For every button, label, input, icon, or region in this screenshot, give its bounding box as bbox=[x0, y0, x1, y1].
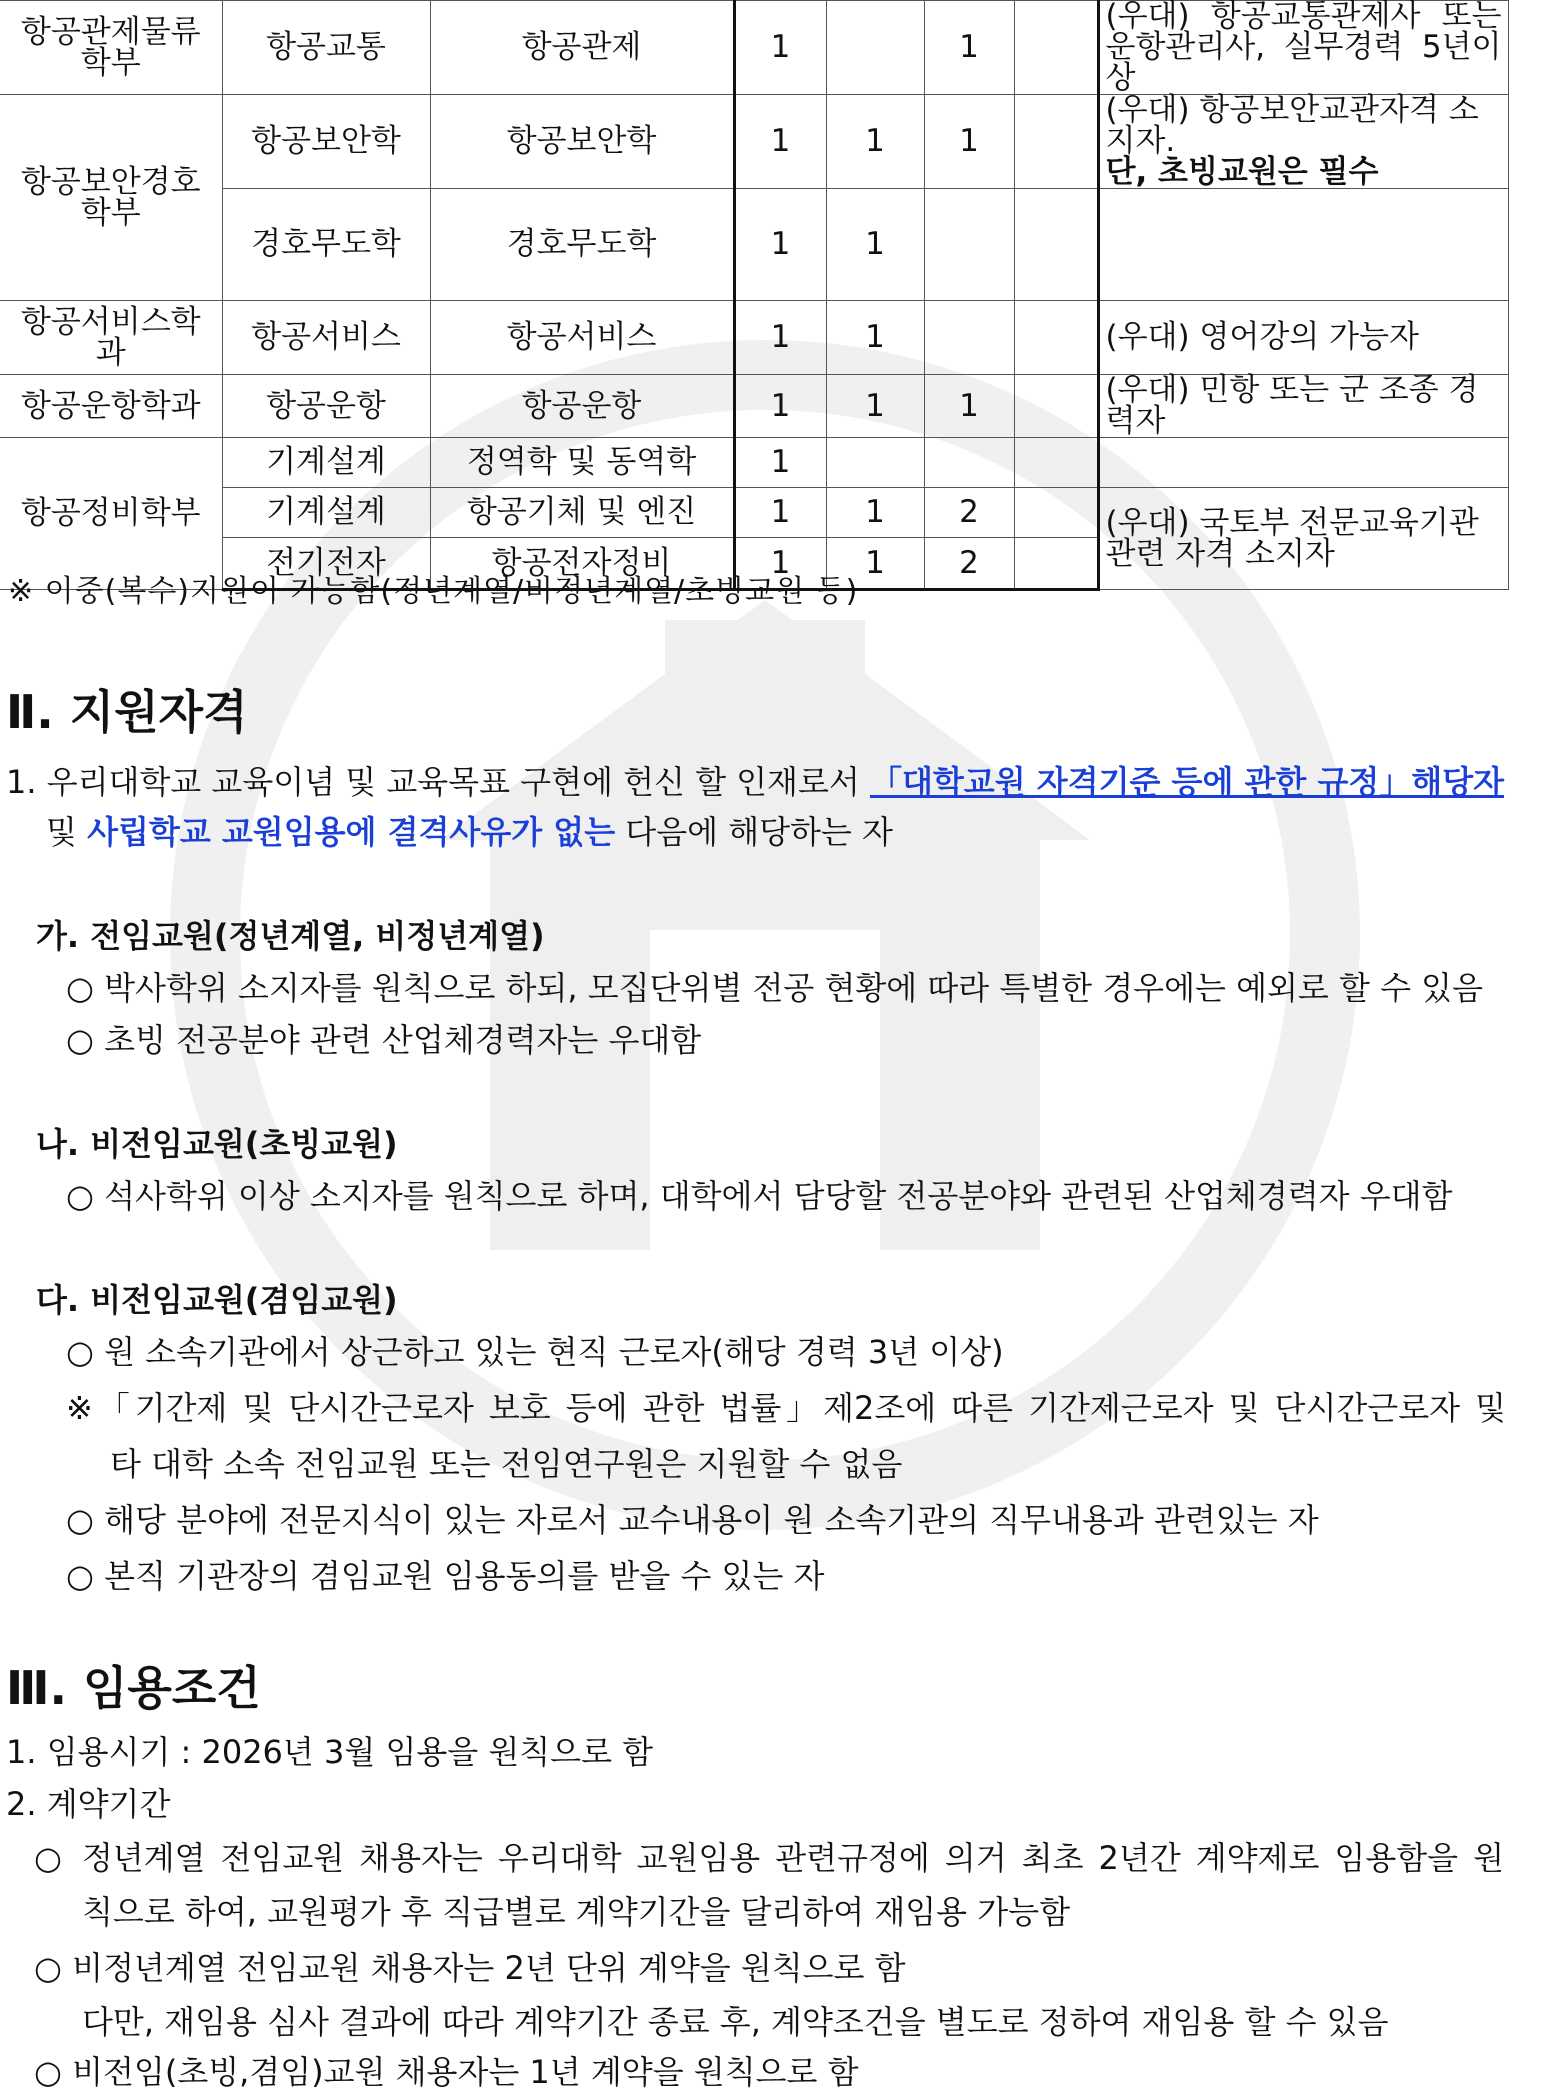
count-cell: 1 bbox=[734, 488, 826, 538]
list-item: ○ 비정년계열 전임교원 채용자는 2년 단위 계약을 원칙으로 함 bbox=[34, 1949, 906, 1987]
field-cell: 기계설계 bbox=[222, 488, 430, 538]
list-item: ○ 정년계열 전임교원 채용자는 우리대학 교원임용 관련규정에 의거 최초 2년간 계약제로 임용함을 원 bbox=[34, 1839, 1504, 1877]
table-row bbox=[0, 95, 1508, 189]
count-cell: 1 bbox=[734, 189, 826, 301]
note-cell bbox=[1098, 189, 1508, 301]
major-cell: 항공서비스 bbox=[430, 301, 734, 375]
paragraph: 1. 임용시기 : 2026년 3월 임용을 원칙으로 함 bbox=[6, 1733, 654, 1771]
paragraph-text: 1. 우리대학교 교육이념 및 교육목표 구현에 헌신 할 인재로서 bbox=[6, 763, 870, 801]
note-cell bbox=[1098, 438, 1508, 488]
subsection-heading: 나. 비전임교원(초빙교원) bbox=[36, 1125, 398, 1163]
section-heading: Ⅲ. 임용조건 bbox=[6, 1661, 261, 1715]
major-cell: 정역학 및 동역학 bbox=[430, 438, 734, 488]
major-cell: 항공관제 bbox=[430, 1, 734, 95]
count-cell: 1 bbox=[734, 301, 826, 375]
field-cell: 항공운항 bbox=[222, 375, 430, 438]
major-cell: 항공운항 bbox=[430, 375, 734, 438]
list-note: ※「기간제 및 단시간근로자 보호 등에 관한 법률」제2조에 따른 기간제근로자 및 단시간근로자 및 bbox=[66, 1389, 1506, 1427]
count-cell bbox=[1014, 301, 1098, 375]
dept-cell: 항공관제물류학부 bbox=[0, 1, 222, 95]
field-cell: 항공교통 bbox=[222, 1, 430, 95]
count-cell: 1 bbox=[924, 95, 1014, 189]
count-cell: 1 bbox=[734, 95, 826, 189]
note-cell: (우대) 국토부 전문교육기관 관련 자격 소지자 bbox=[1098, 488, 1508, 590]
field-cell: 기계설계 bbox=[222, 438, 430, 488]
paragraph-text: 및 bbox=[46, 813, 88, 851]
field-cell: 전기전자 bbox=[222, 538, 430, 590]
list-item: ○ 본직 기관장의 겸임교원 임용동의를 받을 수 있는 자 bbox=[66, 1557, 825, 1595]
list-item: ○ 박사학위 소지자를 원칙으로 하되, 모집단위별 전공 현황에 따라 특별한 경우에는 예외로 할 수 있음 bbox=[66, 969, 1483, 1007]
regulation-link[interactable]: 「대학교원 자격기준 등에 관한 규정」해당자 bbox=[869, 763, 1505, 801]
count-cell: 1 bbox=[826, 375, 924, 438]
count-cell bbox=[1014, 488, 1098, 538]
field-cell: 항공보안학 bbox=[222, 95, 430, 189]
table-footnote: ※ 이중(복수)지원이 가능함(정년계열/비정년계열/초빙교원 등) bbox=[8, 574, 859, 609]
note-cell: (우대) 항공교통관제사 또는 운항관리사, 실무경력 5년이상 bbox=[1098, 1, 1508, 95]
count-cell bbox=[1014, 189, 1098, 301]
count-cell bbox=[826, 438, 924, 488]
count-cell: 1 bbox=[826, 95, 924, 189]
count-cell: 1 bbox=[826, 301, 924, 375]
count-cell bbox=[1014, 1, 1098, 95]
count-cell: 1 bbox=[826, 488, 924, 538]
table-row bbox=[0, 301, 1508, 375]
count-cell: 2 bbox=[924, 488, 1014, 538]
note-cell: (우대) 민항 또는 군 조종 경력자 bbox=[1098, 375, 1508, 438]
emphasis-text: 사립학교 교원임용에 결격사유가 없는 bbox=[87, 813, 616, 851]
note-required-text: 단, 초빙교원은 필수 bbox=[1105, 154, 1379, 190]
list-note-cont: 타 대학 소속 전임교원 또는 전임연구원은 지원할 수 없음 bbox=[110, 1445, 903, 1483]
count-cell: 1 bbox=[924, 375, 1014, 438]
list-item: ○ 해당 분야에 전문지식이 있는 자로서 교수내용이 원 소속기관의 직무내용과 관련있는 자 bbox=[66, 1501, 1319, 1539]
field-cell: 항공서비스 bbox=[222, 301, 430, 375]
paragraph-text: 다음에 해당하는 자 bbox=[615, 813, 893, 851]
list-item-cont: 칙으로 하여, 교원평가 후 직급별로 계약기간을 달리하여 재임용 가능함 bbox=[82, 1893, 1070, 1931]
qualification-paragraph bbox=[6, 762, 1504, 802]
major-cell: 항공보안학 bbox=[430, 95, 734, 189]
count-cell bbox=[1014, 375, 1098, 438]
recruitment-table bbox=[0, 0, 1509, 591]
count-cell bbox=[1014, 95, 1098, 189]
dept-cell: 항공운항학과 bbox=[0, 375, 222, 438]
note-text: (우대) 항공보안교관자격 소지자. bbox=[1105, 92, 1479, 159]
count-cell bbox=[924, 189, 1014, 301]
count-cell: 1 bbox=[826, 538, 924, 590]
table-row bbox=[0, 375, 1508, 438]
count-cell bbox=[924, 438, 1014, 488]
count-cell bbox=[1014, 538, 1098, 590]
dept-cell: 항공보안경호학부 bbox=[0, 95, 222, 301]
qualification-paragraph-cont bbox=[46, 812, 893, 852]
major-cell: 항공기체 및 엔진 bbox=[430, 488, 734, 538]
list-item: ○ 비전임(초빙,겸임)교원 채용자는 1년 계약을 원칙으로 함 bbox=[34, 2053, 859, 2091]
dept-cell: 항공서비스학과 bbox=[0, 301, 222, 375]
list-item: ○ 초빙 전공분야 관련 산업체경력자는 우대함 bbox=[66, 1021, 702, 1059]
list-item-cont: 다만, 재임용 심사 결과에 따라 계약기간 종료 후, 계약조건을 별도로 정하여 재임용 할 수 있음 bbox=[82, 2003, 1389, 2041]
dept-cell: 항공정비학부 bbox=[0, 438, 222, 590]
list-item: ○ 석사학위 이상 소지자를 원칙으로 하며, 대학에서 담당할 전공분야와 관련된 산업체경력자 우대함 bbox=[66, 1177, 1453, 1215]
count-cell: 1 bbox=[924, 1, 1014, 95]
table-row bbox=[0, 189, 1508, 301]
paragraph: 2. 계약기간 bbox=[6, 1785, 171, 1823]
count-cell: 1 bbox=[734, 375, 826, 438]
field-cell: 경호무도학 bbox=[222, 189, 430, 301]
count-cell bbox=[924, 301, 1014, 375]
major-cell: 항공전자정비 bbox=[430, 538, 734, 590]
major-cell: 경호무도학 bbox=[430, 189, 734, 301]
table-row bbox=[0, 1, 1508, 95]
count-cell: 1 bbox=[734, 438, 826, 488]
table-row bbox=[0, 438, 1508, 488]
table-row bbox=[0, 488, 1508, 538]
subsection-heading: 다. 비전임교원(겸임교원) bbox=[36, 1281, 398, 1319]
count-cell: 1 bbox=[734, 538, 826, 590]
count-cell: 1 bbox=[734, 1, 826, 95]
note-cell bbox=[1098, 92, 1508, 190]
count-cell bbox=[1014, 438, 1098, 488]
count-cell: 2 bbox=[924, 538, 1014, 590]
list-item: ○ 원 소속기관에서 상근하고 있는 현직 근로자(해당 경력 3년 이상) bbox=[66, 1333, 1004, 1371]
count-cell: 1 bbox=[826, 189, 924, 301]
section-heading: Ⅱ. 지원자격 bbox=[6, 685, 248, 739]
subsection-heading: 가. 전임교원(정년계열, 비정년계열) bbox=[36, 917, 545, 955]
count-cell bbox=[826, 1, 924, 95]
note-cell: (우대) 영어강의 가능자 bbox=[1098, 301, 1508, 375]
